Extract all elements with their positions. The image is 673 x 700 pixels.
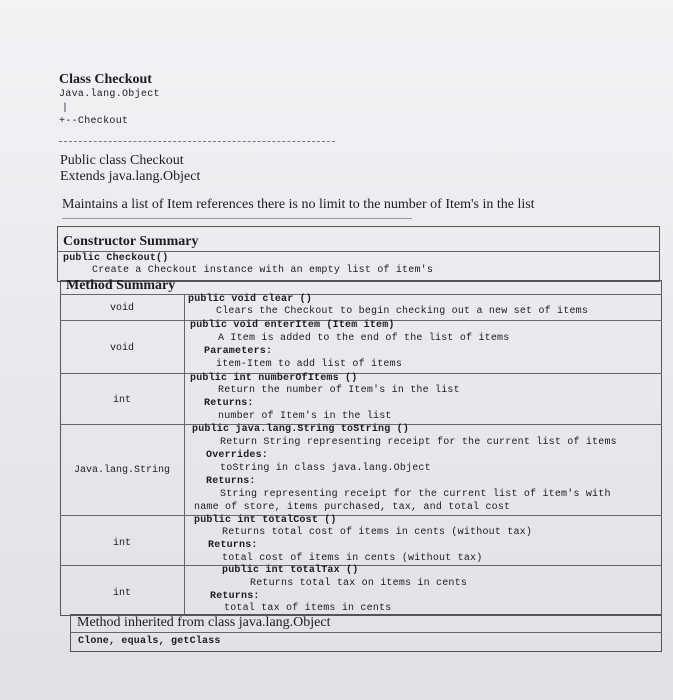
constructor-description: Create a Checkout instance with an empty list of item's (92, 265, 434, 276)
type-column-divider (184, 294, 185, 616)
method-returns-detail: total cost of items in cents (without tax) (222, 553, 483, 564)
method-signature-number-of-items: public int numberOfItems () (190, 373, 358, 384)
method-return-type: int (112, 395, 131, 406)
method-signature-enter-item: public void enterItem (Item item) (190, 320, 395, 331)
method-return-type: int (112, 538, 131, 549)
method-description: Return String representing receipt for the current list of items (220, 437, 617, 448)
method-signature-total-cost: public int totalCost () (194, 515, 337, 526)
method-description: Returns total cost of items in cents (without tax) (222, 527, 533, 538)
method-parameters-label: Parameters: (204, 346, 273, 357)
method-signature-total-tax: public int totalTax () (222, 565, 359, 576)
method-return-type: Java.lang.String (73, 465, 170, 476)
method-returns-detail: String representing receipt for the current list of item's with (220, 489, 611, 500)
table-rule (57, 251, 660, 252)
method-returns-label: Returns: (210, 591, 260, 602)
hierarchy-child: +--Checkout (59, 116, 129, 127)
method-signature-clear: public void clear () (188, 294, 313, 305)
row-separator (60, 565, 662, 566)
method-overrides-label: Overrides: (206, 450, 269, 461)
method-description: A Item is added to the end of the list of items (218, 333, 510, 344)
row-separator (60, 373, 662, 374)
method-return-type: void (109, 303, 134, 314)
method-returns-detail-continued: name of store, items purchased, tax, and total cost (194, 502, 511, 513)
method-overrides-detail: toString in class java.lang.Object (220, 463, 431, 474)
inherited-methods-heading: Method inherited from class java.lang.Object (77, 615, 331, 630)
method-description: Return the number of Item's in the list (218, 385, 460, 396)
declaration-line-2: Extends java.lang.Object (60, 169, 201, 184)
table-rule (60, 294, 662, 295)
method-return-type: void (109, 343, 134, 354)
constructor-summary-heading: Constructor Summary (63, 234, 199, 249)
method-signature-to-string: public java.lang.String toString () (192, 424, 410, 435)
method-returns-detail: total tax of items in cents (224, 603, 392, 614)
declaration-line-1: Public class Checkout (60, 153, 184, 168)
method-parameter-detail: item-Item to add list of items (216, 359, 403, 370)
method-returns-label: Returns: (204, 398, 254, 409)
hierarchy-bar: | (62, 103, 69, 114)
method-returns-detail: number of Item's in the list (218, 411, 392, 422)
method-return-type: int (112, 588, 131, 599)
inherited-methods-list: Clone, equals, getClass (78, 636, 221, 647)
section-divider (59, 141, 335, 142)
class-title: Class Checkout (59, 72, 152, 87)
package-path: Java.lang.Object (59, 89, 160, 100)
method-description: Clears the Checkout to begin checking out a new set of items (216, 306, 589, 317)
method-returns-label: Returns: (206, 476, 256, 487)
class-description: Maintains a list of Item references there is no limit to the number of Item's in the list (62, 197, 535, 212)
method-returns-label: Returns: (208, 540, 258, 551)
description-underline (62, 218, 412, 219)
method-summary-heading: Method Summary (66, 278, 176, 293)
table-rule (70, 632, 662, 633)
row-separator (60, 515, 662, 516)
method-description: Returns total tax on items in cents (250, 578, 468, 589)
constructor-signature: public Checkout() (63, 253, 169, 264)
